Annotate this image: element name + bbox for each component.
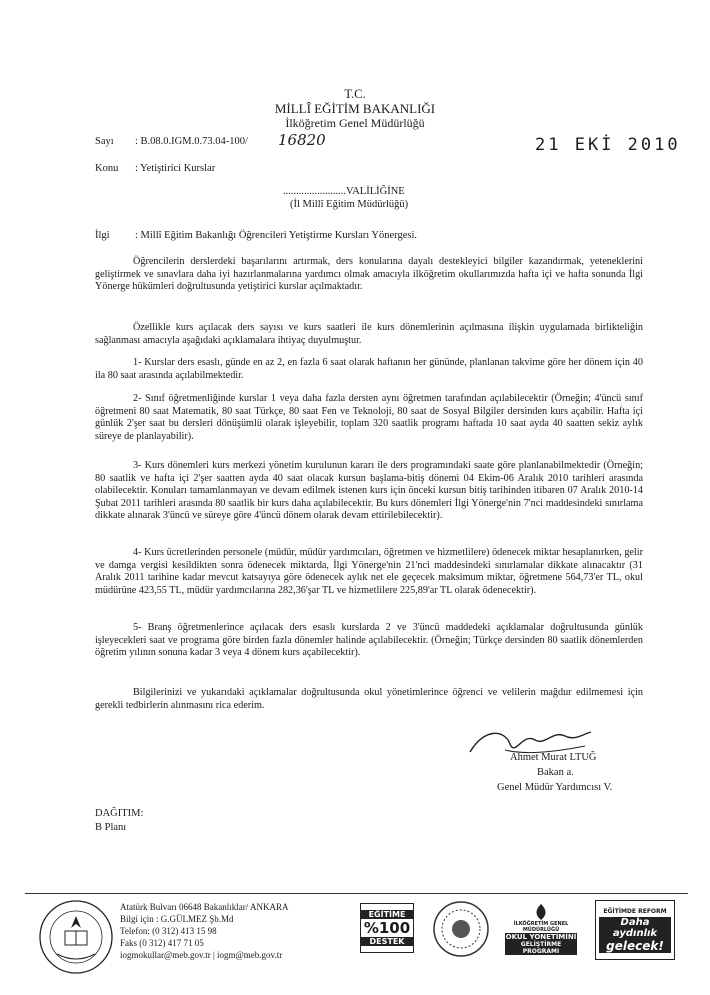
signature-title-2: Genel Müdür Yardımcısı V. <box>497 782 613 793</box>
okul-yonetimi-logo <box>505 900 577 958</box>
konu-label: Konu <box>95 163 119 174</box>
sayi-label: Sayı <box>95 136 114 147</box>
signature-name: Ahmet Murat LTUĞ <box>510 752 597 763</box>
logo1-mid: %100 <box>363 919 411 937</box>
addressee-line2: (İl Millî Eğitim Müdürlüğü) <box>290 199 409 210</box>
logo1-bot: DESTEK <box>361 937 413 946</box>
logo4-top: EĞİTİMDE REFORM <box>603 907 667 915</box>
ilgi-label: İlgi <box>95 230 110 241</box>
konu-value: : Yetiştirici Kurslar <box>135 163 216 174</box>
signature-title-1: Bakan a. <box>537 767 574 778</box>
paragraph-purpose: Özellikle kurs açılacak ders sayısı ve kurs saatleri ile kurs dönemlerinin açılmasına ilişkin uygulamada birlikteliğin sağlanması amacıyla aşağıdaki açıklamalara ihtiyaç duyulmuştur. <box>95 322 643 346</box>
logo4-bot: gelecek! <box>599 939 671 953</box>
paragraph-item-5: 5- Branş öğretmenlerince açılacak ders esaslı kurslarda 2 ve 3'üncü maddedeki açıklamalar doğrultusunda günlük işleyecekleri saat ve programa göre birden fazla dönemler halinde açılabilecektir. (Örneğin; Türkçe dersinden 80 saatlik dönemlerden öğretim yılının sonuna kadar 3 veya 4 dönem kurs açabilecektir). <box>95 622 643 659</box>
footer-phone: Telefon: (0 312) 413 15 98 <box>120 926 217 936</box>
egitimde-reform-logo <box>595 900 675 960</box>
paragraph-closing: Bilgilerinizi ve yukarıdaki açıklamalar doğrultusunda okul yönetimlerince öğrenci ve velilerin mağdur edilmemesi için gerekli tedbirlerin alınmasını rica ederim. <box>95 687 643 711</box>
logo3-bot: GELİŞTİRME PROGRAMI <box>505 941 577 955</box>
header-department: İlköğretim Genel Müdürlüğü <box>285 116 425 130</box>
paragraph-intro: Öğrencilerin derslerdeki başarılarını artırmak, ders konularına dayalı destekleyici bilgiler kazandırmak, yeteneklerini geliştirmek ve sınavlara daha iyi hazırlanmalarına yardımcı olmak amacıyla ilköğretim okullarımızda hafta içi ve hafta sonunda İlgi Yönerge hükümleri doğrultusunda yetiştirici kurslar açılmaktadır. <box>95 256 643 293</box>
ilgi-value: : Millî Eğitim Bakanlığı Öğrencileri Yetiştirme Kursları Yönergesi. <box>135 230 418 241</box>
logo3-top: İLKÖĞRETİM GENEL MÜDÜRLÜĞÜ <box>513 921 569 933</box>
footer-address: Atatürk Bulvarı 06648 Bakanlıklar/ ANKARA <box>120 902 289 912</box>
sayi-value: : B.08.0.IGM.0.73.04-100/ <box>135 136 248 147</box>
sayi-number: 16820 <box>278 131 326 149</box>
paragraph-item-4: 4- Kurs ücretlerinden personele (müdür, müdür yardımcıları, öğretmen ve hizmetlilere) ödenecek miktar hesaplanırken, gelir ve damga vergisi kesildikten sonra ödenecek miktarda, İlgi Yönerge'nin 21'nci maddesindeki sınırlamalar dikkate alınacaktır (31 Aralık 2011 tarihine kadar mevcut katsayıya göre ödenecek aylık net ele geçecek maksimum miktar, öğretmene 564,73'er TL, okul müdürüne 423,55 TL, müdür yardımcılarına 282,36'şar TL ve hizmetlilere 225,89'ar TL olarak ödenecektir). <box>95 547 643 596</box>
footer-divider <box>25 893 688 894</box>
distribution-value: B Planı <box>95 822 127 833</box>
paragraph-item-2: 2- Sınıf öğretmenliğinde kurslar 1 veya daha fazla dersten aynı öğretmen tarafından açılabilecektir (Örneğin; 4'üncü sınıf öğretmeni 80 saat Matematik, 80 saat Türkçe, 80 saat Fen ve Teknoloji, 80 saat de Sosyal Bilgiler dersinden kurs açabilir. Hafta içi günlük 2'şer saat bu dersleri dönüşümlü olarak işleyebilir, toplam 320 saatlik programı haftada 10 saat ayda 40 saatten sekiz aylık süreye de planlayabilir). <box>95 393 643 442</box>
addressee-prefix: ........................ <box>283 186 346 197</box>
paragraph-item-1: 1- Kurslar ders esaslı, günde en az 2, en fazla 6 saat olarak haftanın her gününde, planlanan takvime göre her dönem için 40 ila 80 saat arasında açılabilmektedir. <box>95 357 643 381</box>
footer-fax: Faks (0 312) 417 71 05 <box>120 938 204 948</box>
footer-info: Bilgi için : G.GÜLMEZ Şb.Md <box>120 914 234 924</box>
logo3-mid: OKUL YÖNETİMİNİ <box>505 933 577 941</box>
logo4-mid: Daha aydınlık <box>599 917 671 939</box>
footer-email: iogmokullar@meb.gov.tr | iogm@meb.gov.tr <box>120 950 283 960</box>
paragraph-item-3: 3- Kurs dönemleri kurs merkezi yönetim kurulunun kararı ile ders programındaki saate göre planlanabilmektedir (Örneğin; 80 saatlik ve hafta içi 2'şer saatten ayda 40 saat olacak kursun başlama-bitiş dönemi 04 Ekim-06 Aralık 2010 tarihleri arasında olabilecektir. Konuları tamamlanmayan ve devam edilmek istenen kurs için önceki kursun bitiş tarihinden itibaren 07 Aralık 2010-14 Şubat 2011 tarihleri arasında 80 saatlik bir kurs daha açılabilecektir. Bu kurs dönemleri İlgi Yönerge'nin 7'nci maddesindeki sınırlama dikkate alınarak 3'üncü ve süreye göre 4'üncü dönem olarak devam ettirilebilecektir). <box>95 460 643 522</box>
ministry-logo-icon <box>35 898 117 976</box>
addressee-title: VALİLİĞİNE <box>346 186 405 197</box>
addressee-line1 <box>283 186 405 197</box>
header-ministry: MİLLÎ EĞİTİM BAKANLIĞI <box>274 101 436 116</box>
header-country: T.C. <box>344 87 366 101</box>
seal-emblem-icon <box>432 900 490 958</box>
logo1-top: EĞİTİME <box>361 910 413 919</box>
distribution-label: DAĞITIM: <box>95 808 144 819</box>
date-stamp: 21 EKİ 2010 <box>535 135 681 155</box>
flame-icon <box>531 903 551 921</box>
egitime-destek-logo <box>360 903 414 953</box>
